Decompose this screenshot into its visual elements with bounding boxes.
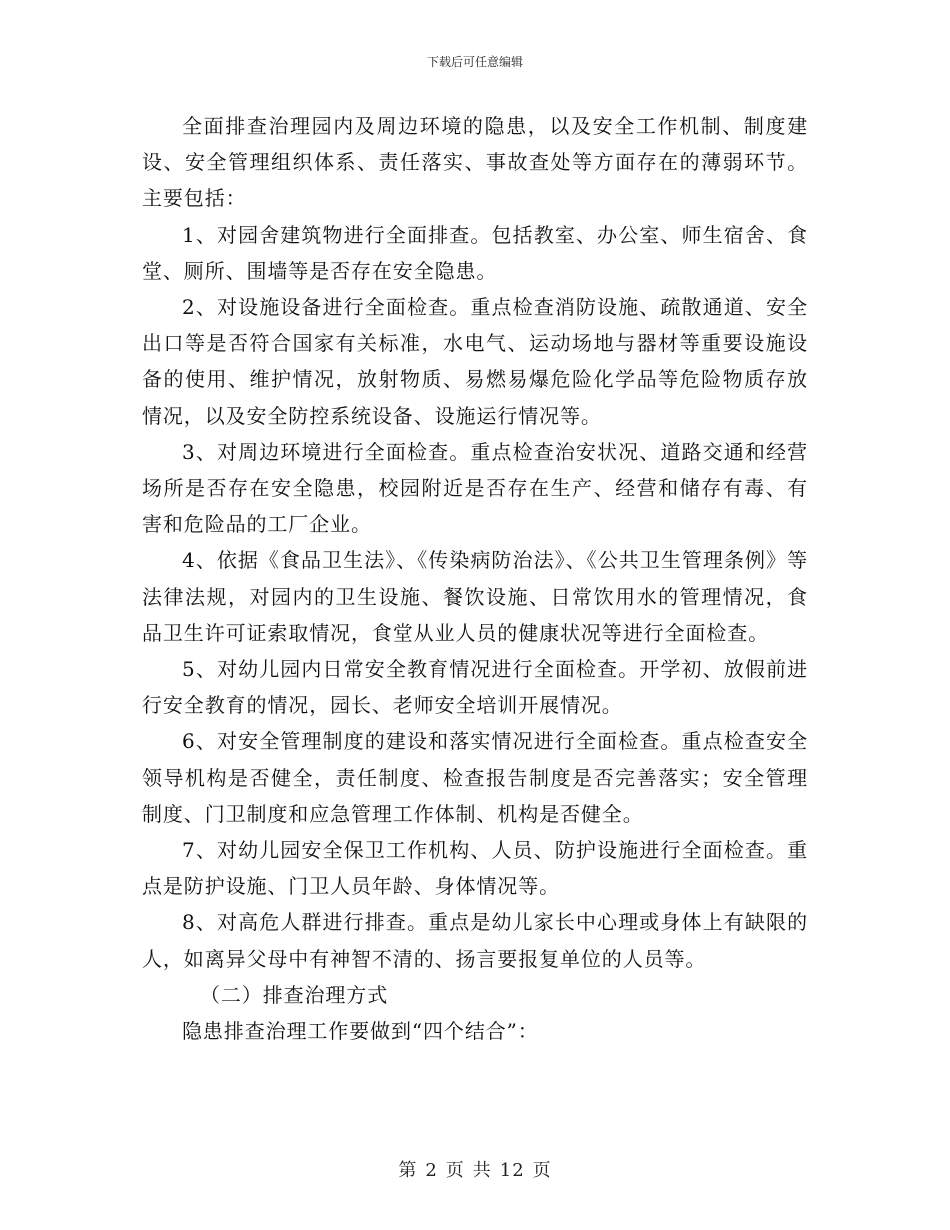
paragraph-item-4: 4、依据《食品卫生法》、《传染病防治法》、《公共卫生管理条例》等法律法规，对园内的卫生设施、餐饮设施、日常饮用水的管理情况，食品卫生许可证索取情况，食堂从业人员的健康状况等进行全面检查。 (142, 548, 808, 645)
paragraph-item-1: 1、对园舍建筑物进行全面排查。包括教室、办公室、师生宿舍、食堂、厕所、围墙等是否存在安全隐患。 (142, 222, 808, 283)
footer-prefix: 第 (398, 1160, 418, 1181)
footer-total-prefix: 共 (472, 1160, 492, 1181)
page-number-total: 12 (499, 1160, 525, 1181)
paragraph-intro: 全面排查治理园内及周边环境的隐患，以及安全工作机制、制度建设、安全管理组织体系、责任落实、事故查处等方面存在的薄弱环节。主要包括： (142, 114, 808, 211)
document-body (142, 108, 808, 1049)
section-heading: （二）排查治理方式 (200, 982, 389, 1007)
paragraph-item-8: 8、对高危人群进行排查。重点是幼儿家长中心理或身体上有缺限的人，如离异父母中有神智不清的、扬言要报复单位的人员等。 (142, 910, 808, 971)
footer-suffix: 页 (532, 1160, 552, 1181)
page-footer (0, 1156, 950, 1182)
paragraph-item-3: 3、对周边环境进行全面检查。重点检查治安状况、道路交通和经营场所是否存在安全隐患，校园附近是否存在生产、经营和储存有毒、有害和危险品的工厂企业。 (142, 439, 808, 537)
page-header: 下载后可任意编辑 (426, 55, 523, 69)
paragraph-item-2: 2、对设施设备进行全面检查。重点检查消防设施、疏散通道、安全出口等是否符合国家有关标准，水电气、运动场地与器材等重要设施设备的使用、维护情况，放射物质、易燃易爆危险化学品等危险物质存放情况，以及安全防控系统设备、设施运行情况等。 (142, 295, 808, 428)
paragraph-item-7: 7、对幼儿园安全保卫工作机构、人员、防护设施进行全面检查。重点是防护设施、门卫人员年龄、身体情况等。 (142, 838, 808, 899)
paragraph-item-6: 6、对安全管理制度的建设和落实情况进行全面检查。重点检查安全领导机构是否健全，责任制度、检查报告制度是否完善落实；安全管理制度、门卫制度和应急管理工作体制、机构是否健全。 (142, 729, 808, 826)
paragraph-closing: 隐患排查治理工作要做到“四个结合”： (182, 1019, 539, 1044)
page-number-current: 2 (425, 1160, 438, 1181)
footer-page-label: 页 (445, 1160, 465, 1181)
paragraph-item-5: 5、对幼儿园内日常安全教育情况进行全面检查。开学初、放假前进行安全教育的情况，园长、老师安全培训开展情况。 (142, 657, 808, 718)
